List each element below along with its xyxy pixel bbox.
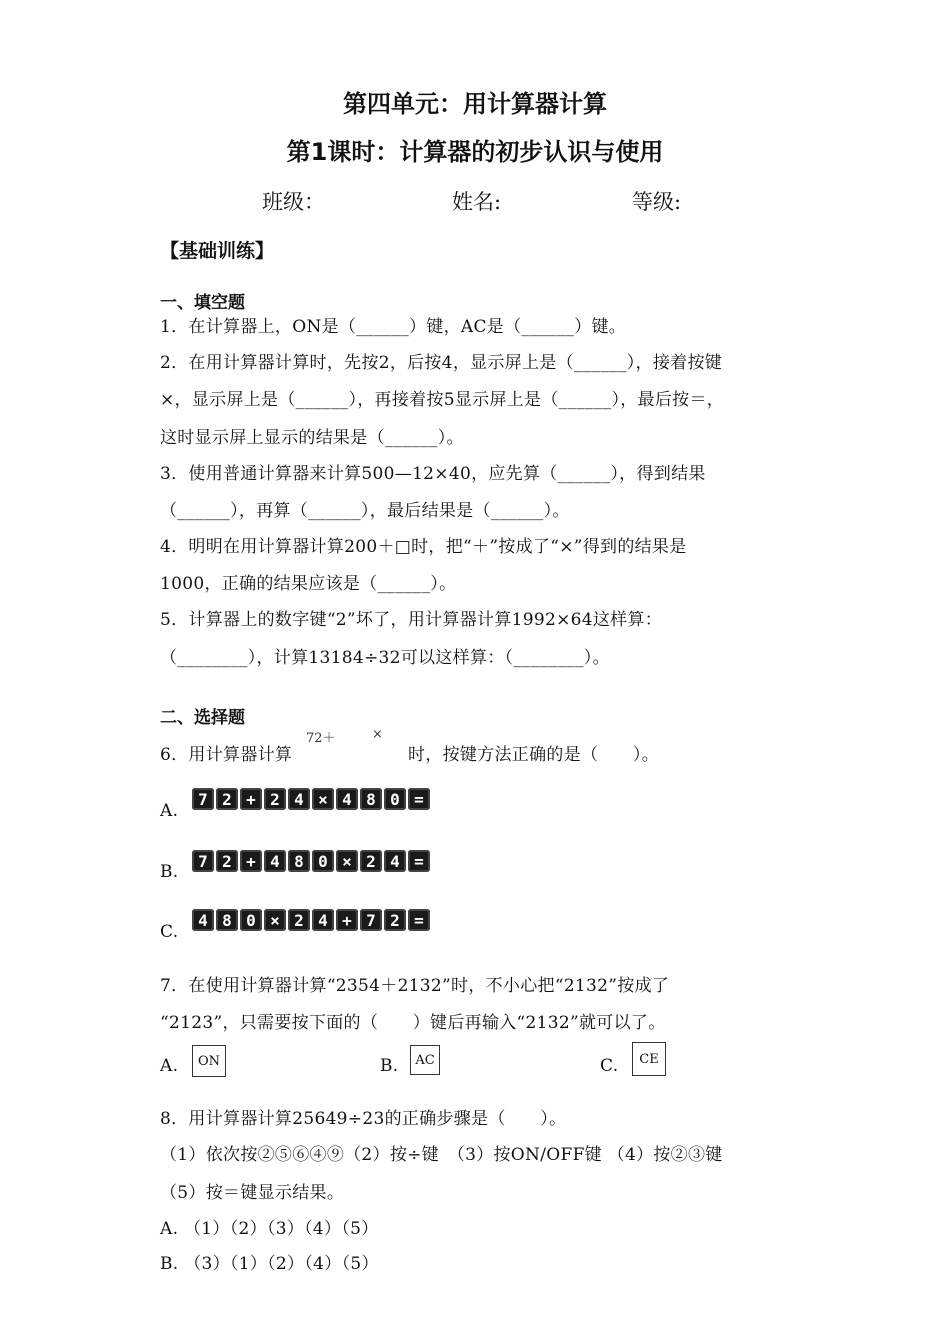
q5-line2: （________），计算13184÷32可以这样算：（________）。 [160, 648, 610, 668]
q8-line1: 8．用计算器计算25649÷23的正确步骤是（ ）。 [160, 1109, 567, 1129]
calc-key[interactable]: 4 [384, 850, 406, 872]
q6-text-before: 6．用计算器计算 [160, 745, 293, 765]
calc-key[interactable]: 2 [360, 850, 382, 872]
section-heading: 【基础训练】 [160, 240, 275, 262]
q2-line1: 2．在用计算器计算时，先按2，后按4，显示屏上是（______），接着按键 [160, 353, 723, 373]
q8-line2: （1）依次按②⑤⑥④⑨（2）按÷键 （3）按ON/OFF键 （4）按②③键 [160, 1145, 723, 1165]
calc-key[interactable]: × [264, 909, 286, 931]
q6-expr-left: 72＋ [306, 731, 336, 746]
q2-line2: ×，显示屏上是（______），再接着按5显示屏上是（______），最后按＝， [160, 390, 725, 410]
page-title: 第四单元：用计算器计算 [343, 90, 607, 118]
name-label: 姓名: [452, 190, 502, 214]
ac-key-button[interactable]: AC [410, 1045, 440, 1075]
calc-key[interactable]: = [408, 788, 430, 810]
calc-key[interactable]: + [240, 850, 262, 872]
q6-option-a-keys[interactable] [192, 788, 430, 810]
calc-key[interactable]: 4 [312, 909, 334, 931]
on-key-button[interactable]: ON [192, 1045, 226, 1077]
q6-option-a-label: A. [160, 801, 179, 821]
calc-key[interactable]: × [336, 850, 358, 872]
calc-key[interactable]: 4 [336, 788, 358, 810]
q6-option-c-keys[interactable] [192, 909, 430, 931]
q6-expr-right: × [372, 727, 383, 742]
calc-key[interactable]: 0 [312, 850, 334, 872]
q4-line1: 4．明明在用计算器计算200＋□时，把“＋”按成了“×”得到的结果是 [160, 537, 687, 557]
q7-option-a-label: A. [160, 1056, 179, 1076]
calc-key[interactable]: 2 [264, 788, 286, 810]
q1-line: 1．在计算器上，ON是（______）键，AC是（______）键。 [160, 317, 627, 337]
calc-key[interactable]: 2 [216, 850, 238, 872]
q6-option-c-label: C. [160, 922, 179, 942]
calc-key[interactable]: 2 [288, 909, 310, 931]
calc-key[interactable]: 7 [360, 909, 382, 931]
part1-heading: 一、填空题 [160, 293, 245, 313]
calc-key[interactable]: × [312, 788, 334, 810]
calc-key[interactable]: 4 [264, 850, 286, 872]
calc-key[interactable]: + [336, 909, 358, 931]
q7-line1: 7．在使用计算器计算“2354＋2132”时，不小心把“2132”按成了 [160, 976, 670, 996]
calc-key[interactable]: 4 [192, 909, 214, 931]
calc-key[interactable]: = [408, 909, 430, 931]
q3-line2: （______），再算（______），最后结果是（______）。 [160, 501, 570, 521]
calc-key[interactable]: 8 [288, 850, 310, 872]
q7-option-b-label: B. [380, 1056, 399, 1076]
calc-key[interactable]: + [240, 788, 262, 810]
calc-key[interactable]: 8 [360, 788, 382, 810]
ce-key-button[interactable]: CE [632, 1042, 666, 1076]
grade-label: 等级: [632, 190, 682, 214]
q6-option-b-keys[interactable] [192, 850, 430, 872]
calc-key[interactable]: 0 [240, 909, 262, 931]
q8-option-a: A. （1）（2）（3）（4）（5） [160, 1219, 379, 1239]
part2-heading: 二、选择题 [160, 708, 245, 728]
q8-line3: （5）按＝键显示结果。 [160, 1183, 345, 1203]
q8-option-b: B. （3）（1）（2）（4）（5） [160, 1254, 379, 1274]
q6-option-b-label: B. [160, 862, 179, 882]
q7-line2: “2123”，只需要按下面的（ ）键后再输入“2132”就可以了。 [160, 1013, 666, 1033]
q5-line1: 5．计算器上的数字键“2”坏了，用计算器计算1992×64这样算： [160, 610, 663, 630]
q4-line2: 1000，正确的结果应该是（______）。 [160, 574, 457, 594]
q6-text-after: 时，按键方法正确的是（ ）。 [408, 745, 659, 765]
calc-key[interactable]: = [408, 850, 430, 872]
q7-option-c-label: C. [600, 1056, 619, 1076]
lesson-title: 第1课时：计算器的初步认识与使用 [286, 138, 664, 166]
q2-line3: 这时显示屏上显示的结果是（______）。 [160, 428, 464, 448]
calc-key[interactable]: 7 [192, 788, 214, 810]
calc-key[interactable]: 2 [384, 909, 406, 931]
calc-key[interactable]: 0 [384, 788, 406, 810]
calc-key[interactable]: 2 [216, 788, 238, 810]
calc-key[interactable]: 4 [288, 788, 310, 810]
class-label: 班级： [262, 190, 325, 214]
q3-line1: 3．使用普通计算器来计算500—12×40，应先算（______），得到结果 [160, 464, 706, 484]
calc-key[interactable]: 8 [216, 909, 238, 931]
calc-key[interactable]: 7 [192, 850, 214, 872]
